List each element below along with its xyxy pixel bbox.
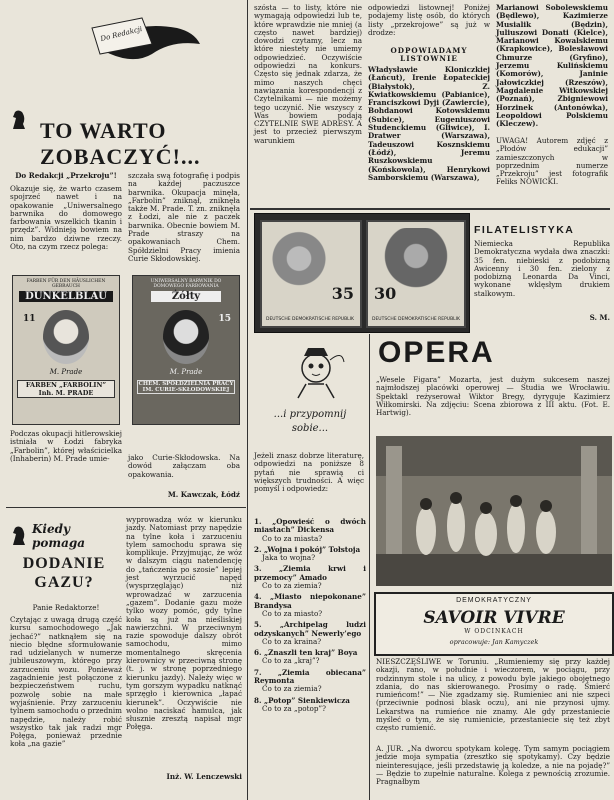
photo-note: UWAGA! Autorem zdjęć z „Płodów edukacji” zamieszczonych w poprzednim numerze „Przekroju” jest fotografik Feliks NOWICKI.	[496, 136, 608, 187]
quiz-item	[254, 697, 366, 714]
opera-text: „Wesele Figara” Mozarta, jest dużym sukcesem naszej najmłodszej placówki operowej — Studia we Wrocławiu. Spektakl reżyserował Wiktor Bregy, dyryguje Kazimierz Wiłkomirski. Na zdjęciu: Scena zbiorowa z III aktu. (Fot. E. Hartwig).	[376, 375, 610, 418]
label2-num: 15	[218, 314, 231, 324]
label1-brand: FARBEN „FARBOLIN” Inh. M. PRADE	[17, 380, 115, 398]
quiz-heading: ...i przypomnij sobie...	[273, 409, 347, 434]
gaz-signature: Inż. W. Lenczewski	[166, 772, 242, 781]
savoir-text-2: A. JUR. „Na dworcu spotykam kolegę. Tym samym pociągiem jedzie moja sympatia (zresztko się spotykamy). Czy będzie nieinteresujące, jeśli przedstawię ją koledze, a nie na pojadę?” — Będzie to zupełnie naturalne. Kolega z pewnością zrozumie. Pragnałbym	[376, 744, 610, 787]
savoir-box	[374, 592, 614, 656]
label1-num: 11	[23, 314, 36, 324]
gaz-heading-2: DODANIE GAZU?	[22, 555, 106, 591]
cartoon-figure	[290, 340, 348, 400]
knight-icon-2	[10, 524, 28, 546]
stamp-avicenna-portrait	[270, 228, 328, 296]
quiz-item	[254, 621, 366, 646]
quiz-question: 8. „Potop” Sienkiewicza	[254, 695, 350, 705]
letter-intro: Okazuje się, że warto czasem spojrzeć nawet i na opakowanie „Uniwersalnego barwnika do domowego farbowania wszelkich tkanin i przędz”. Widnieją bowiem na nim bardzo dziwne rzeczy. Oto, na czym rzecz polega:	[10, 184, 122, 252]
stamp-leonardo	[366, 220, 466, 328]
quiz-item	[254, 649, 366, 666]
gaz-text: Czytając z uwagą drugą część kursu samochodowego „Jak jechać?” natknąłem się na niecio błędne sformułowanie rad udzielanych w numerze jubileuszowym, którego przy zarzuceniu wozu. Ponieważ zagadnienie jest połączone z bezpieczeństwem ruchu, pozwolę sobie na małe wyjaśnienie. Przy zarzuceniu tylnem samochodu o przednim napędzie, należy robić wszystko tak jak radzi mgr Połęga, ponieważ przednie koła „na gazie”	[10, 615, 122, 749]
lists-names-2: Marianowi Sobolewskiemu (Będlewo), Kazimierze Musialik (Będzin), Juliuszowi Donati (Kielce), Marianowi Kowalskiemu (Krapkowice), Bolesławowi Chmurze (Gryfino), Jerzemu Kulińskiemu (Komorów), Janinie Jałowiczkiej (Rzeszów), Magdalenie Witkowskiej (Poznań), Zbigniewowi Horzinek (Antonówka), Leopoldowi Polskiemu (Kleczew).	[496, 3, 608, 129]
quiz-item	[254, 593, 366, 618]
label1-portrait	[43, 310, 89, 364]
quiz-item	[254, 565, 366, 590]
gaz-heading-1: Kiedy pomaga	[32, 522, 86, 550]
stamp-avicenna	[260, 220, 362, 328]
col-rule-1	[247, 0, 248, 800]
knight-icon	[10, 108, 28, 130]
label-caption-left: Podczas okupacji hitlerowskiej istniała w Łodzi fabryka „Farbolin”, której właścicielka (Inhaberin) M. Prade umie-	[10, 429, 122, 463]
quiz-answer-prompt: Co to za miasta?	[262, 533, 323, 543]
savoir-text: NIESZCZĘŚLIWE w Toruniu. „Rumieniemy się przy każdej okazji, rano, w południe i wieczorem, w pociągu, przy rodzinnym stole i na ulicy, z powodu byle jakiego obojętnego zdania, do nas skierowanego. Prosimy o radę. Śmierć rumieńcom!” — Nie zgadzamy się. Rumieniec ani nie szpeci (przeciwnie podnosi blask oczu), ani nie przynosi ujmy. Lekarstwa na rumieńce nie znamy. Ale gdy przestaniecie myśleć o tym, że się rumienicie, przestaniecie się też zbyt często rumienić.	[376, 657, 610, 733]
filatelistyka-heading: FILATELISTYKA	[474, 224, 575, 236]
gaz-text-2: wyprowadzą wóz w kierunku jazdy. Natomiast przy napędzie na tylne koła i zarzuceniu tylem samochodu sprawa się komplikuje. Przyjmując, że wóz w dalszym ciągu natendencję do „tańczenia po szosie” lepiej jest wyrzucić napęd (wysprzęglając) niż wprowadzać w zarzucenia „gazem”. Dodanie gazu może tylko wozy pomóc, gdy tylne koła są już na nieśliskiej nawierzchni. W przeciwnym razie spowoduje dalszy obrót samochodu, mimo momentalnego skręcenia kierownicy w przeciwną stronę (t. j. w stronę poprzedniego kierunku jazdy). Należy więc w tym gorszym wypadku natknąć sprzęgło i kierownica „łapać kierunek”. Oczywiście nie wolno naciskać hamulca, jak słusznie zresztą napisał mgr Połęga.	[126, 515, 242, 732]
label2-sign: M. Prade	[169, 368, 203, 376]
quiz-question: 2. „Wojna i pokój” Tołstoja	[254, 544, 361, 554]
gaz-salutation: Panie Redaktorze!	[32, 603, 100, 612]
letter-subhead: Do Redakcji „Przekroju”!	[15, 171, 117, 180]
savoir-badge: DEMOKRATYCZNY	[456, 597, 532, 604]
to-warto-heading: TO WARTO ZOBACZYĆ!...	[40, 118, 201, 169]
filatelistyka-signature: S. M.	[589, 313, 610, 322]
label1-color: DUNKELBLAU	[19, 291, 113, 302]
stamp-leonardo-country: DEUTSCHE DEMOKRATISCHE REPUBLIK	[372, 317, 460, 322]
stamp-avicenna-value: 35	[331, 284, 354, 303]
divider-middle	[250, 208, 610, 210]
label1-top: FARBEN FÜR DEN HÄUSLICHEN GEBRAUCH	[26, 279, 106, 289]
quiz-question: 3. „Ziemia krwi i przemocy” Amado	[254, 564, 366, 582]
savoir-heading: SAVOIR VIVRE	[423, 608, 565, 628]
quiz-question: 6. „Znaszli ten kraj” Boya	[254, 648, 358, 658]
col-rule-2	[369, 334, 370, 800]
quiz-intro: Jeżeli znasz dobrze literaturę, odpowiedzi na poniższe 8 pytań nie sprawią ci większych trudności. A więc pomyśl i odpowiedz:	[254, 451, 364, 494]
letter-signature: M. Kawczak, Łódź	[167, 490, 240, 499]
lists-header: ODPOWIADAMY LISTOWNIE	[390, 46, 468, 64]
quiz-answer-prompt: Co to za „potop”?	[262, 703, 326, 713]
quiz-item	[254, 518, 366, 543]
quiz-question: 7. „Ziemia obiecana” Reymonta	[254, 667, 366, 686]
spoldzielnia-label	[132, 275, 240, 425]
redakcja-badge-text: Do Redakcji	[99, 24, 144, 44]
quiz-question: 5. „Archipelag ludzi odzyskanych” Newerly’ego	[254, 620, 366, 638]
divider-left	[6, 507, 246, 508]
opera-photo	[376, 436, 612, 586]
quiz-answer-prompt: Jaka to wojna?	[262, 553, 316, 563]
label2-top: UNIWERSALNY BARWNIK DO DOMOWEGO FARBOWANIA	[150, 279, 222, 289]
farbolin-label	[12, 275, 120, 425]
label2-portrait	[163, 310, 209, 364]
quiz-answer-prompt: Co to za ziemia?	[262, 581, 322, 591]
quiz-question: 1. „Opowieść o dwóch miastach” Dickensa	[254, 517, 366, 535]
quiz-list	[254, 518, 366, 716]
label2-color: Żółty	[151, 291, 221, 302]
quiz-question: 4. „Miasto niepokonane” Brandysa	[254, 592, 366, 610]
stamp-avicenna-country: DEUTSCHE DEMOKRATISCHE REPUBLIK	[266, 317, 354, 322]
middle-top-text: szósta — to listy, które nie wymagają odpowiedzi lub te, które wprawdzie nie mniej (a często nawet bardziej) dowodzi czytamy, lecz na które niestety nie umiemy odpowiedzieć. Oczywiście odpowiedzi na konkurs. Często się jednak zdarza, że mimo naszych chęci nawiązania korespondencji z Czytelnikami — nie możemy tego uczynić. Nie wszyscy z Was bowiem podają CZYTELNIE SWE ADRESY. A jest to przecież pierwszym warunkiem	[254, 3, 362, 145]
savoir-author: opracowuje: Jan Kamyczek	[449, 638, 539, 646]
quiz-item	[254, 669, 366, 694]
label2-brand: CHEM. SPÓŁDZIELNIA PRACY IM. CURIE-SKŁODOWSKIEJ	[138, 381, 234, 393]
label1-sign: M. Prade	[49, 368, 83, 376]
quiz-answer-prompt: Co to za ziemia?	[262, 684, 322, 694]
stamp-leonardo-value: 30	[374, 284, 397, 303]
filatelistyka-text: Niemiecka Republika Demokratyczna wydała dwa znaczki: 35 fen. niebieski z podobizną Awicenny i 30 fen. zielony z podobizną Leonarda Da Vinci, wykonane wklęsłym drukiem stalkowym.	[474, 239, 610, 298]
quiz-answer-prompt: Co to za kraina?	[262, 636, 322, 646]
letter-col2: szczała swą fotografię i podpis na każdej paczuszce barwnika. Okupacja minęła, „Farbolin” zniknął, zniknęła także M. Prade. T. zn. zniknęła z Łodzi, ale nie z paczek barwnika. Obecnie bowiem M. Prade straszy na opakowaniach Chem. Spółdzielni Pracy imienia Curie Skłodowskiej.	[128, 171, 240, 263]
quiz-answer-prompt: Co to za miasto?	[262, 608, 323, 618]
opera-heading: OPERA	[378, 336, 495, 369]
savoir-sub: W ODCINKACH	[464, 628, 524, 635]
quiz-answer-prompt: Co to za „kraj”?	[262, 656, 320, 666]
quiz-item	[254, 546, 366, 563]
label-caption-right: jako Curie-Skłodowska. Na dowód załączam oba opakowania.	[128, 453, 240, 479]
lists-intro: odpowiedzi listownej! Poniżej podajemy listę osób, do których listy „przekrojowe” są już w drodze:	[368, 3, 490, 37]
redakcja-badge	[88, 22, 158, 62]
lists-names: Władysławie Kloniczkiej (Łańcut), Irenie Łopateckiej (Białystok), Z. Kwiatkowskiemu (Pabianice), Franciszkowi Dyji (Zawiercie), Bohdanowi Kotowskiemu (Subice), Eugeniuszowi Studenckiemu (Gliwice), I. Dratwer (Warszawa), Tadeuszowi Kosznskiemu (Łódź), Jeremu Ruszkowskiemu (Końskowola), Henrykowi Samborskiemu (Warszawa),	[368, 65, 490, 182]
